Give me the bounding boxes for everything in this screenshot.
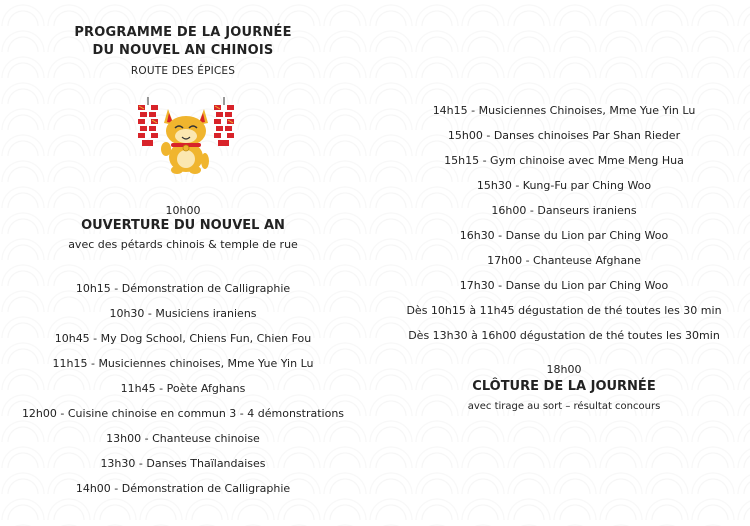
- schedule-item: 17h30 - Danse du Lion par Ching Woo: [459, 279, 669, 292]
- closing-title: CLÔTURE DE LA JOURNÉE: [472, 379, 656, 394]
- schedule-item: 17h00 - Chanteuse Afghane: [487, 254, 641, 267]
- schedule-item: 11h15 - Musiciennes chinoises, Mme Yue Yin Lu: [52, 357, 314, 370]
- opening-time: 10h00: [165, 204, 201, 217]
- tea-tasting-note: Dès 13h30 à 16h00 dégustation de thé toutes les 30min: [408, 329, 720, 342]
- schedule-item: 10h15 - Démonstration de Calligraphie: [75, 282, 291, 295]
- schedule-item: 15h00 - Danses chinoises Par Shan Rieder: [447, 129, 681, 142]
- schedule-item: 10h45 - My Dog School, Chiens Fun, Chien Fou: [54, 332, 312, 345]
- right-firecracker-icon: [214, 97, 234, 146]
- left-firecracker-icon: [138, 97, 158, 146]
- closing-time: 18h00: [546, 363, 582, 376]
- schedule-item: 15h30 - Kung-Fu par Ching Woo: [476, 179, 652, 192]
- schedule-item: 15h15 - Gym chinoise avec Mme Meng Hua: [444, 154, 684, 167]
- schedule-item: 13h00 - Chanteuse chinoise: [106, 432, 260, 445]
- schedule-item: 16h00 - Danseurs iraniens: [491, 204, 637, 217]
- schedule-item: 10h30 - Musiciens iraniens: [109, 307, 257, 320]
- program-subtitle: ROUTE DES ÉPICES: [130, 65, 236, 77]
- closing-description: avec tirage au sort – résultat concours: [467, 401, 661, 412]
- lucky-cat-icon: [130, 95, 242, 175]
- schedule-item: 13h30 - Danses Thaïlandaises: [100, 457, 266, 470]
- tea-tasting-note: Dès 10h15 à 11h45 dégustation de thé toutes les 30 min: [406, 304, 722, 317]
- opening-description: avec des pétards chinois & temple de rue: [68, 238, 298, 251]
- schedule-item: 14h15 - Musiciennes Chinoises, Mme Yue Yin Lu: [432, 104, 696, 117]
- program-title-line2: DU NOUVEL AN CHINOIS: [92, 43, 274, 58]
- opening-title: OUVERTURE DU NOUVEL AN: [81, 218, 285, 233]
- cat-body-icon: [161, 109, 209, 174]
- schedule-item: 11h45 - Poète Afghans: [120, 382, 246, 395]
- schedule-item: 14h00 - Démonstration de Calligraphie: [75, 482, 291, 495]
- schedule-item: 16h30 - Danse du Lion par Ching Woo: [459, 229, 669, 242]
- schedule-item: 12h00 - Cuisine chinoise en commun 3 - 4 démonstrations: [21, 407, 345, 420]
- program-title-line1: PROGRAMME DE LA JOURNÉE: [74, 25, 292, 40]
